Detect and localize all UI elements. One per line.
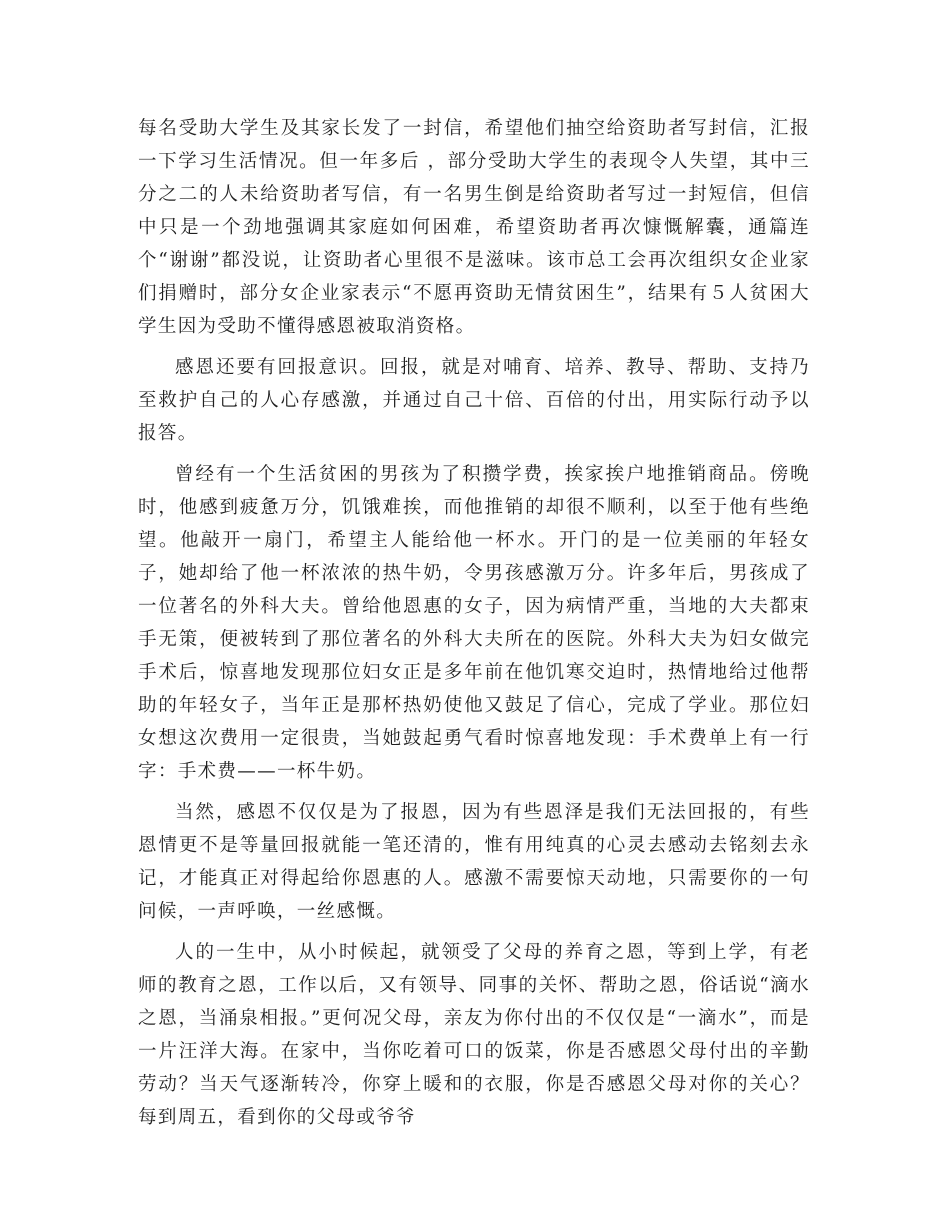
paragraph-2: 感恩还要有回报意识。回报，就是对哺育、培养、教导、帮助、支持乃至救护自己的人心存感激，并通过自己十倍、百倍的付出，用实际行动予以报答。 <box>138 357 810 444</box>
paragraph-4: 当然，感恩不仅仅是为了报恩，因为有些恩泽是我们无法回报的，有些恩情更不是等量回报就能一笔还清的，惟有用纯真的心灵去感动去铭刻去永记，才能真正对得起给你恩惠的人。感激不需要惊天动地，只需要你的一句问候，一声呼唤，一丝感慨。 <box>138 802 810 922</box>
document-page <box>138 112 810 1142</box>
paragraph-1: 每名受助大学生及其家长发了一封信，希望他们抽空给资助者写封信，汇报一下学习生活情况。但一年多后 ，部分受助大学生的表现令人失望，其中三分之二的人未给资助者写信，有一名男生倒是给资助者写过一封短信，但信中只是一个劲地强调其家庭如何困难，希望资助者再次慷慨解囊，通篇连个“谢谢”都没说，让资助者心里很不是滋味。该市总工会再次组织女企业家们捐赠时，部分女企业家表示“不愿再资助无情贫困生”，结果有５人贫困大学生因为受助不懂得感恩被取消资格。 <box>138 118 810 337</box>
paragraph-3: 曾经有一个生活贫困的男孩为了积攒学费，挨家挨户地推销商品。傍晚时，他感到疲惫万分，饥饿难挨，而他推销的却很不顺利，以至于他有些绝望。他敲开一扇门，希望主人能给他一杯水。开门的是一位美丽的年轻女子，她却给了他一杯浓浓的热牛奶，令男孩感激万分。许多年后，男孩成了一位著名的外科大夫。曾给他恩惠的女子，因为病情严重，当地的大夫都束手无策，便被转到了那位著名的外科大夫所在的医院。外科大夫为妇女做完手术后，惊喜地发现那位妇女正是多年前在他饥寒交迫时，热情地给过他帮助的年轻女子，当年正是那杯热奶使他又鼓足了信心，完成了学业。那位妇女想这次费用一定很贵，当她鼓起勇气看时惊喜地发现：手术费单上有一行字：手术费——一杯牛奶。 <box>138 464 810 782</box>
paragraph-5: 人的一生中，从小时候起，就领受了父母的养育之恩，等到上学，有老师的教育之恩，工作以后，又有领导、同事的关怀、帮助之恩，俗话说“滴水之恩，当涌泉相报。”更何况父母，亲友为你付出的不仅仅是“一滴水”，而是一片汪洋大海。在家中，当你吃着可口的饭菜，你是否感恩父母付出的辛勤劳动？当天气逐渐转冷，你穿上暖和的衣服，你是否感恩父母对你的关心？每到周五，看到你的父母或爷爷 <box>138 942 810 1128</box>
